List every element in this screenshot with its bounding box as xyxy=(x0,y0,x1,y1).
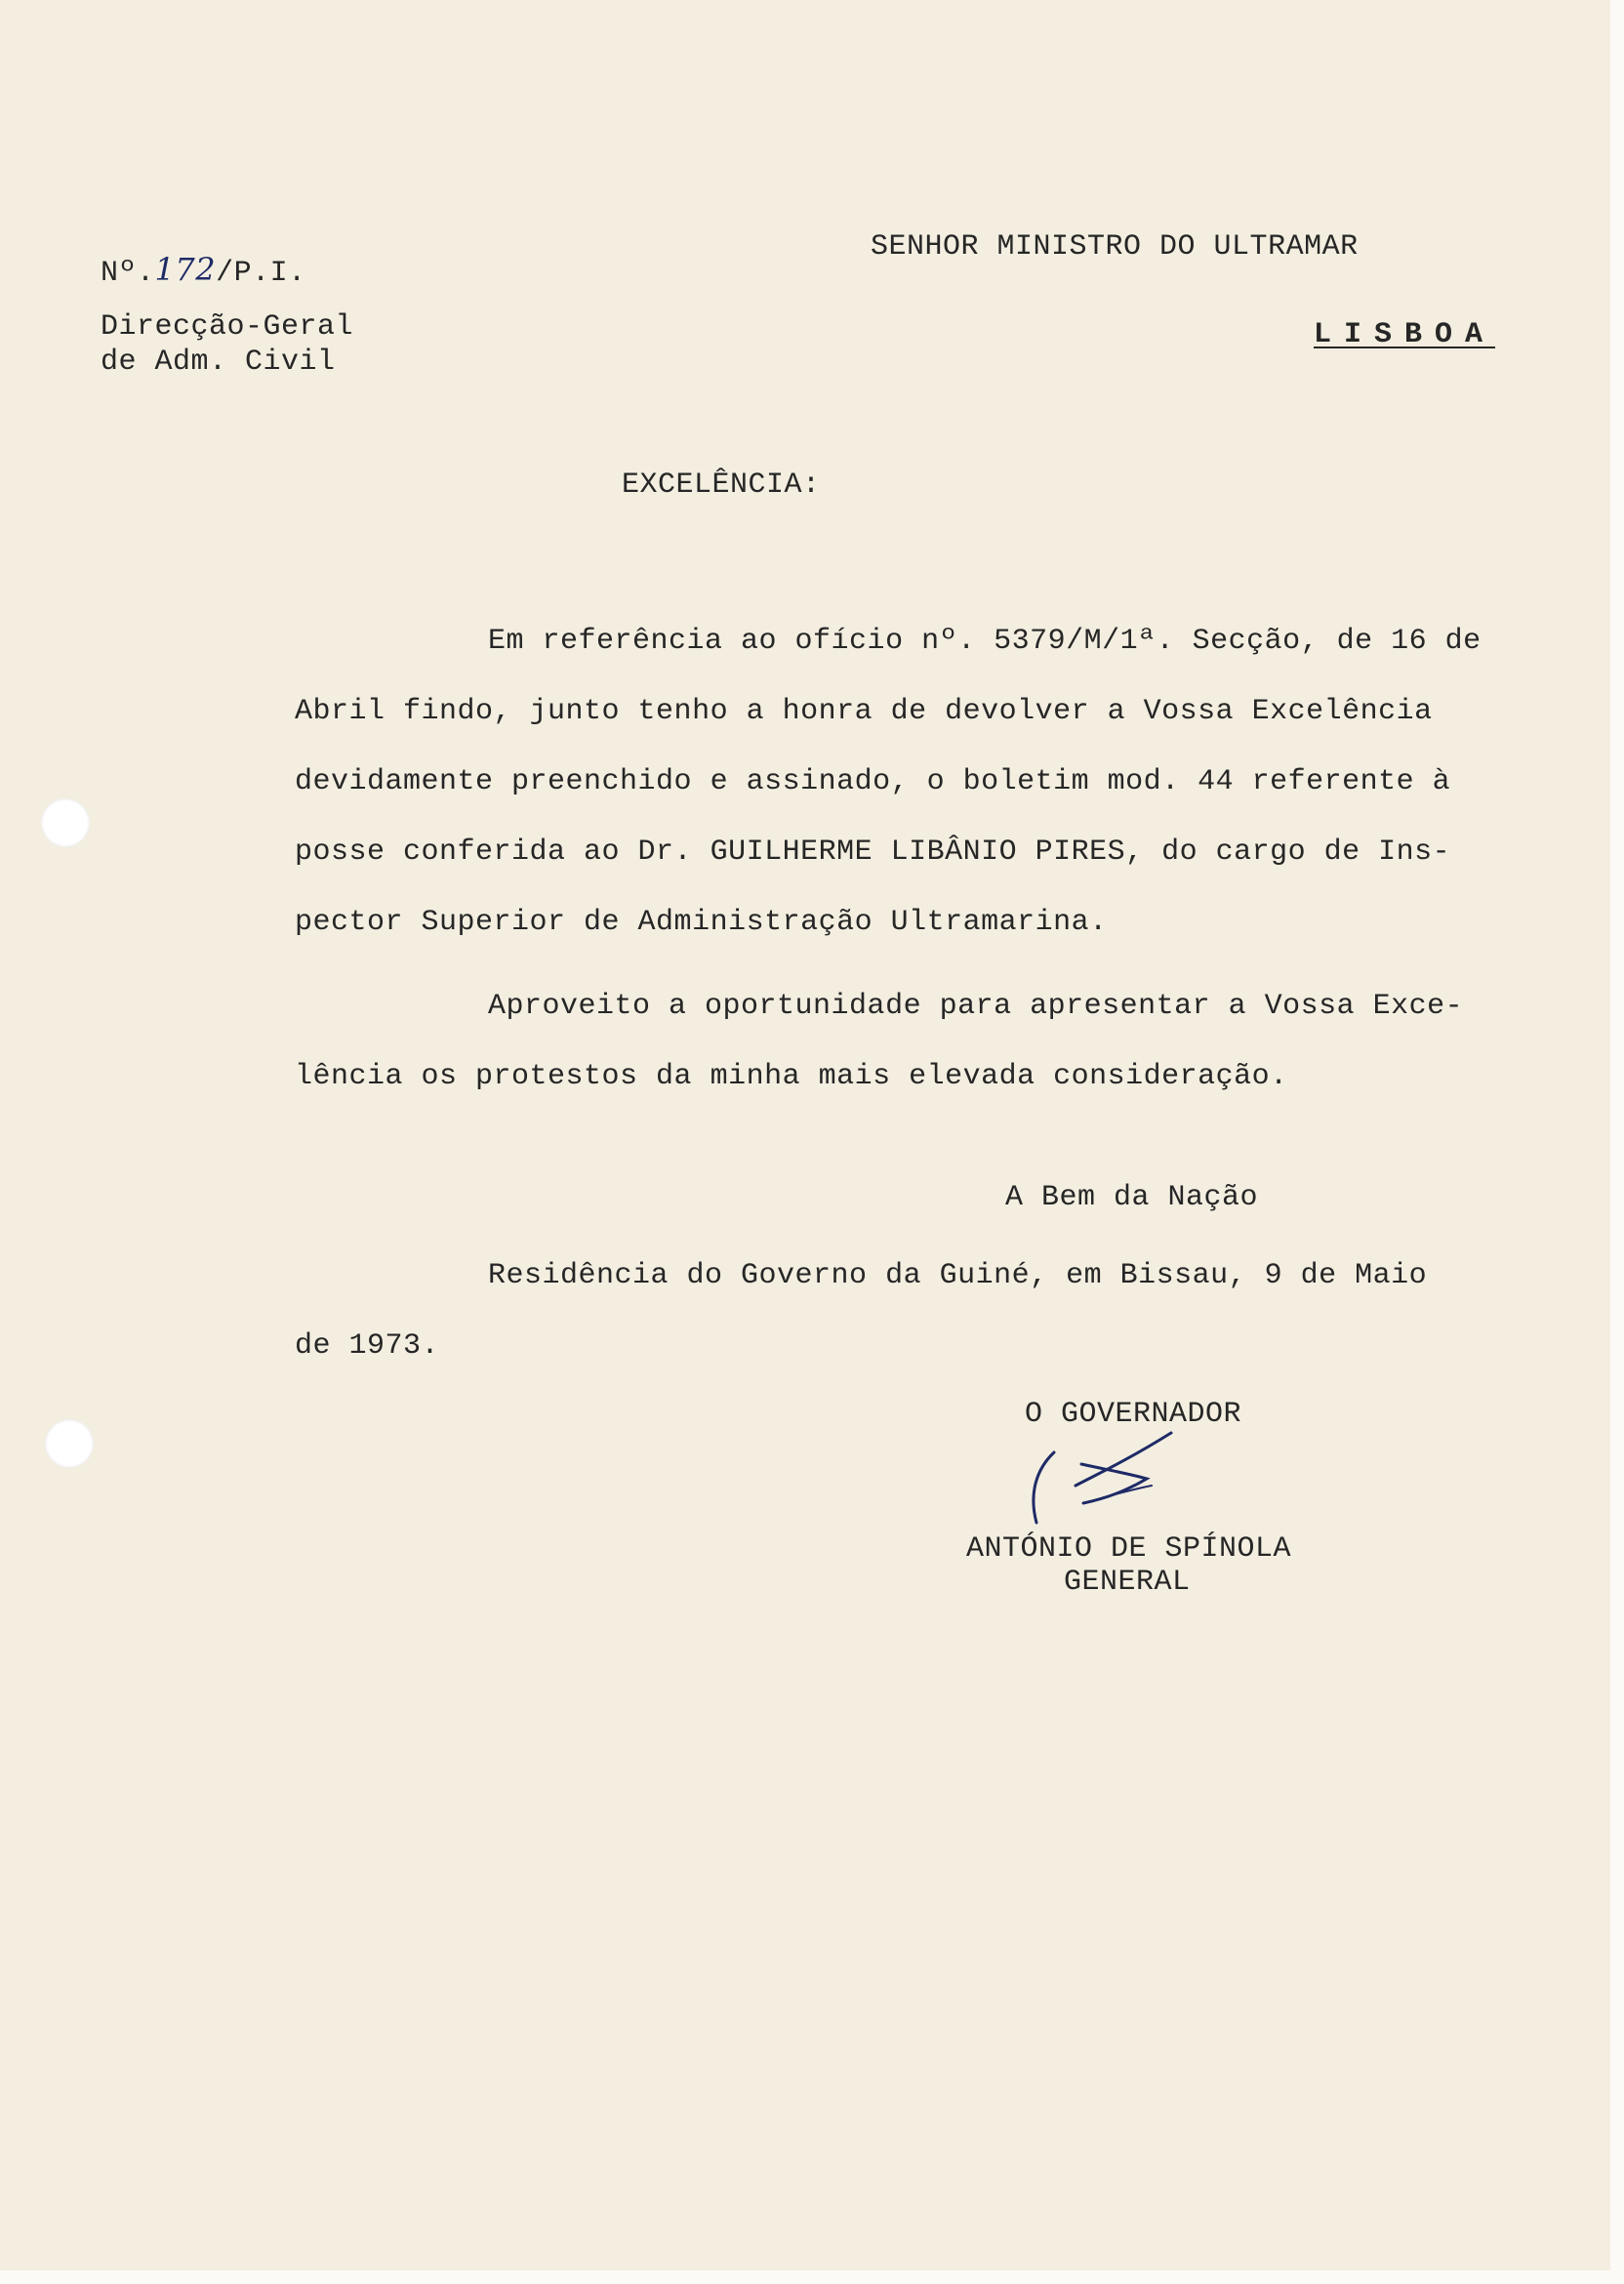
reference-number xyxy=(101,251,306,290)
signatory-rank: GENERAL xyxy=(1064,1566,1191,1599)
body-paragraph-2-line-2: lência os protestos da minha mais elevada consideração. xyxy=(295,1060,1288,1093)
department-line-2: de Adm. Civil xyxy=(101,346,336,379)
department-line-1: Direcção-Geral xyxy=(101,310,354,344)
punch-hole-top xyxy=(41,798,90,847)
addressee: SENHOR MINISTRO DO ULTRAMAR xyxy=(871,230,1359,264)
salutation: EXCELÊNCIA: xyxy=(622,469,821,502)
paper-edge-right xyxy=(1610,0,1624,2284)
place-date-line-2: de 1973. xyxy=(295,1329,440,1363)
body-paragraph-2-line-1: Aproveito a oportunidade para apresentar a Vossa Exce- xyxy=(488,990,1464,1023)
body-paragraph-1-line-2: Abril findo, junto tenho a honra de devolver a Vossa Excelência xyxy=(295,695,1433,728)
reference-suffix: /P.I. xyxy=(216,257,306,290)
signatory-name: ANTÓNIO DE SPÍNOLA xyxy=(966,1532,1292,1566)
signatory-title: O GOVERNADOR xyxy=(1025,1398,1242,1431)
handwritten-signature xyxy=(1015,1425,1210,1532)
paper-edge-bottom xyxy=(0,2270,1624,2284)
body-paragraph-1-line-3: devidamente preenchido e assinado, o boletim mod. 44 referente à xyxy=(295,765,1451,798)
addressee-city: LISBOA xyxy=(1314,318,1496,351)
reference-prefix: Nº. xyxy=(101,257,155,290)
body-paragraph-1-line-5: pector Superior de Administração Ultramarina. xyxy=(295,906,1108,939)
body-paragraph-1-line-4: posse conferida ao Dr. GUILHERME LIBÂNIO PIRES, do cargo de Ins- xyxy=(295,836,1451,869)
place-date-line-1: Residência do Governo da Guiné, em Bissau, 9 de Maio xyxy=(488,1259,1428,1292)
punch-hole-bottom xyxy=(45,1419,94,1468)
reference-number-handwritten: 172 xyxy=(154,251,217,288)
body-paragraph-1-line-1: Em referência ao ofício nº. 5379/M/1ª. Secção, de 16 de xyxy=(488,625,1482,658)
closing-motto: A Bem da Nação xyxy=(1005,1181,1259,1214)
